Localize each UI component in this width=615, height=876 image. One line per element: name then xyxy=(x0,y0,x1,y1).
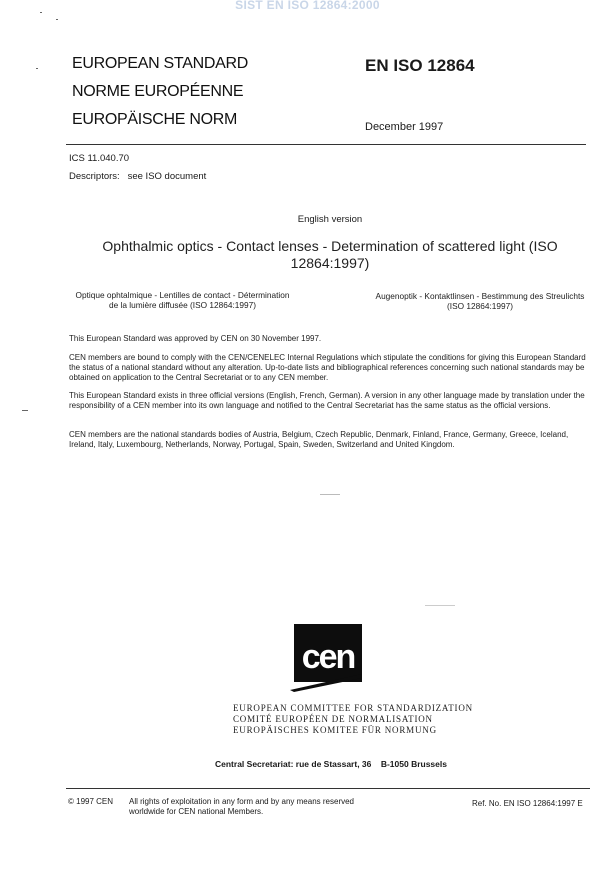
cen-name-en: EUROPEAN COMMITTEE FOR STANDARDIZATION xyxy=(233,703,473,713)
cen-name-fr: COMITÉ EUROPÉEN DE NORMALISATION xyxy=(233,714,433,724)
scan-speck xyxy=(56,19,58,20)
footer-divider xyxy=(66,788,590,789)
ics-code: ICS 11.040.70 xyxy=(69,153,130,164)
standard-label-en: EUROPEAN STANDARD xyxy=(72,55,248,72)
reference-number: Ref. No. EN ISO 12864:1997 E xyxy=(472,799,583,808)
copyright: © 1997 CEN xyxy=(68,797,114,806)
rights-statement: All rights of exploitation in any form and by any means reserved worldwide for CEN national Members. xyxy=(129,797,355,816)
scan-speck xyxy=(40,12,42,13)
title-french: Optique ophtalmique - Lentilles de contact - Détermination de la lumière diffusée (ISO 12864:1997) xyxy=(75,290,290,310)
header-divider xyxy=(66,144,586,145)
scan-speck xyxy=(320,494,340,495)
standard-label-de: EUROPÄISCHE NORM xyxy=(72,111,237,128)
cen-logo-text: cen xyxy=(301,638,355,676)
cen-name-de: EUROPÄISCHES KOMITEE FÜR NORMUNG xyxy=(233,725,437,735)
central-secretariat: Central Secretariat: rue de Stassart, 36 B-1050 Brussels xyxy=(215,759,447,769)
cen-org-names xyxy=(233,703,473,736)
document-number: EN ISO 12864 xyxy=(365,56,475,75)
approval-paragraph: This European Standard was approved by CEN on 30 November 1997. xyxy=(69,334,322,343)
cen-logo xyxy=(288,624,368,694)
descriptors: Descriptors: see ISO document xyxy=(69,171,207,182)
scan-speck xyxy=(22,410,28,411)
versions-paragraph: This European Standard exists in three official versions (English, French, German). A version in any other language made by translation under the responsibility of a CEN member into its own language and notified to the Central Secretariat has the same status as the official versions. xyxy=(69,391,585,410)
publication-date: December 1997 xyxy=(365,121,444,133)
scan-speck xyxy=(425,605,455,606)
watermark: SIST EN ISO 12864:2000 xyxy=(235,0,380,12)
document-title: Ophthalmic optics - Contact lenses - Determination of scattered light (ISO 12864:1997) xyxy=(102,238,558,271)
title-german: Augenoptik - Kontaktlinsen - Bestimmung des Streulichts (ISO 12864:1997) xyxy=(375,291,585,311)
standard-label-fr: NORME EUROPÉENNE xyxy=(72,83,244,100)
regulations-paragraph: CEN members are bound to comply with the CEN/CENELEC Internal Regulations which stipulate the conditions for giving this European Standard the status of a national standard without any alteration. Up-to-date lists and bibliographical references concerning such national standards may be obtained on application to the Central Secretariat or to any CEN member. xyxy=(69,353,586,382)
scan-speck xyxy=(36,68,38,69)
version-label: English version xyxy=(297,214,363,225)
members-paragraph: CEN members are the national standards bodies of Austria, Belgium, Czech Republic, Denmark, Finland, France, Germany, Greece, Iceland, Ireland, Italy, Luxembourg, Netherlands, Norway, Portugal, Spain, Sweden, Switzerland and United Kingdom. xyxy=(69,430,569,449)
